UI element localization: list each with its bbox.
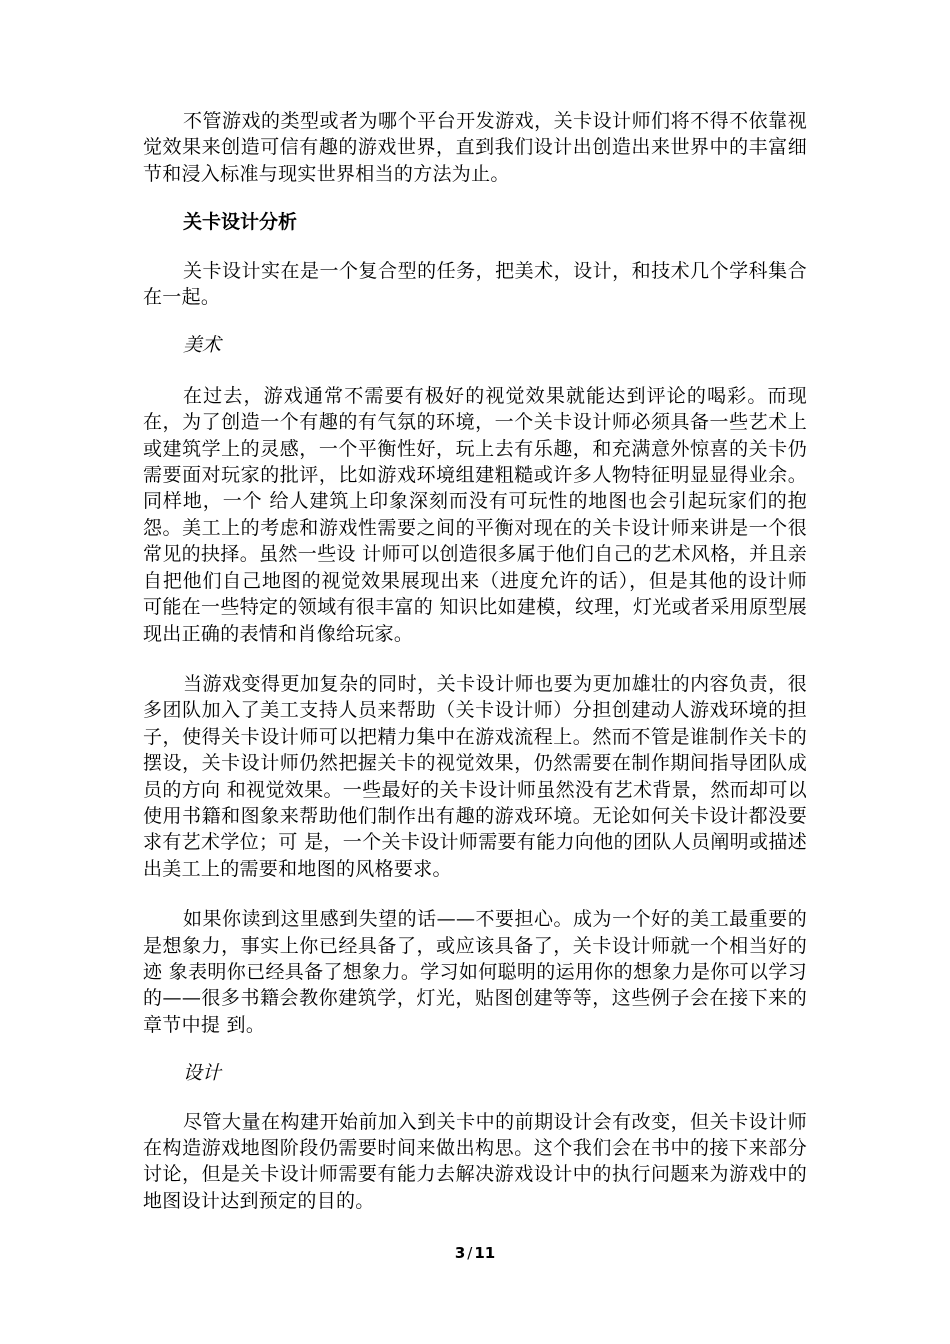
subheading-design: 设计 (183, 1062, 222, 1085)
page-number (0, 1244, 950, 1262)
paragraph-analysis: 关卡设计实在是一个复合型的任务，把美术，设计，和技术几个学科集合在一起。 (143, 259, 807, 309)
paragraph-art-3: 如果你读到这里感到失望的话——不要担心。成为一个好的美工最重要的是想象力，事实上你已经具备了，或应该具备了，关卡设计师就一个相当好的迹 象表明你已经具备了想象力。学习如何聪明的运用你的想象力是你可以学习的——很多书籍会教你建筑学，灯光，贴图创建等等，这些例子会在接下来的章节中提 到。 (143, 908, 807, 1036)
paragraph-intro: 不管游戏的类型或者为哪个平台开发游戏，关卡设计师们将不得不依靠视觉效果来创造可信有趣的游戏世界，直到我们设计出创造出来世界中的丰富细节和浸入标准与现实世界相当的方法为止。 (143, 110, 807, 185)
section-heading-analysis: 关卡设计分析 (183, 211, 298, 234)
document-body (143, 108, 807, 1214)
paragraph-art-2: 当游戏变得更加复杂的同时，关卡设计师也要为更加雄壮的内容负责，很多团队加入了美工支持人员来帮助（关卡设计师）分担创建动人游戏环境的担子，使得关卡设计师可以把精力集中在游戏流程上。然而不管是谁制作关卡的摆设，关卡设计师仍然把握关卡的视觉效果，仍然需要在制作期间指导团队成员的方向 和视觉效果。一些最好的关卡设计师虽然没有艺术背景，然而却可以使用书籍和图象来帮助他们制作出有趣的游戏环境。无论如何关卡设计都没要求有艺术学位；可 是，一个关卡设计师需要有能力向他的团队人员阐明或描述出美工上的需要和地图的风格要求。 (143, 672, 807, 880)
total-pages-number: 11 (474, 1244, 496, 1262)
page-separator: / (467, 1244, 473, 1262)
paragraph-art-1: 在过去，游戏通常不需要有极好的视觉效果就能达到评论的喝彩。而现在，为了创造一个有趣的有气氛的环境，一个关卡设计师必须具备一些艺术上或建筑学上的灵感，一个平衡性好，玩上去有乐趣，和充满意外惊喜的关卡仍需要面对玩家的批评，比如游戏环境组建粗糙或许多人物特征明显显得业余。同样地，一个 给人建筑上印象深刻而没有可玩性的地图也会引起玩家们的抱怨。美工上的考虑和游戏性需要之间的平衡对现在的关卡设计师来讲是一个很常见的抉择。虽然一些设 计师可以创造很多属于他们自己的艺术风格，并且亲自把他们自己地图的视觉效果展现出来（进度允许的话），但是其他的设计师可能在一些特定的领域有很丰富的 知识比如建模，纹理，灯光或者采用原型展现出正确的表情和肖像给玩家。 (143, 384, 807, 645)
paragraph-design: 尽管大量在构建开始前加入到关卡中的前期设计会有改变，但关卡设计师在构造游戏地图阶段仍需要时间来做出构思。这个我们会在书中的接下来部分讨论，但是关卡设计师需要有能力去解决游戏设计中的执行问题来为游戏中的地图设计达到预定的目的。 (143, 1110, 807, 1212)
current-page-number: 3 (454, 1244, 466, 1262)
subheading-art: 美术 (183, 334, 222, 357)
